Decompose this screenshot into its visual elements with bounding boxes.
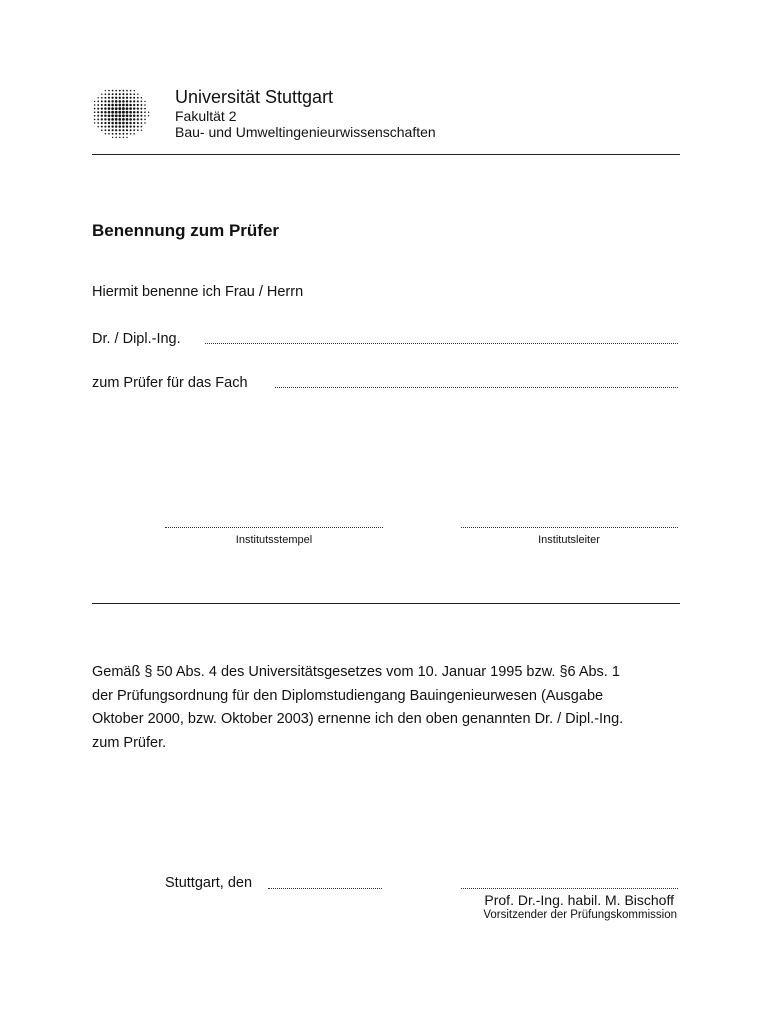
signer-name: Prof. Dr.-Ing. habil. M. Bischoff [484, 892, 674, 908]
signer-role: Vorsitzender der Prüfungskommission [483, 909, 677, 921]
document-title: Benennung zum Prüfer [92, 221, 280, 240]
legal-paragraph-line: Oktober 2000, bzw. Oktober 2003) ernenne ich den oben genannten Dr. / Dipl.-Ing. [92, 711, 624, 727]
place-date-label: Stuttgart, den [165, 875, 253, 891]
head-caption: Institutsleiter [538, 534, 600, 546]
subject-label: zum Prüfer für das Fach [92, 375, 248, 391]
name-label: Dr. / Dipl.-Ing. [92, 331, 181, 347]
university-name: Universität Stuttgart [175, 87, 334, 107]
header-divider [92, 154, 680, 155]
legal-paragraph-line: der Prüfungsordnung für den Diplomstudiengang Bauingenieurwesen (Ausgabe [92, 687, 604, 704]
subject-field-line[interactable] [275, 387, 678, 388]
faculty-name: Fakultät 2 [175, 108, 237, 124]
chair-signature-line[interactable] [461, 888, 678, 889]
stamp-signature-line[interactable] [165, 527, 383, 528]
legal-paragraph [92, 661, 692, 755]
nomination-intro: Hiermit benenne ich Frau / Herrn [92, 284, 304, 300]
university-logo [90, 86, 150, 140]
legal-paragraph-line: zum Prüfer. [92, 734, 167, 751]
head-signature-line[interactable] [461, 527, 678, 528]
date-field-line[interactable] [268, 888, 382, 889]
name-field-line[interactable] [205, 343, 678, 344]
legal-paragraph-line: Gemäß § 50 Abs. 4 des Universitätsgesetzes vom 10. Januar 1995 bzw. §6 Abs. 1 [92, 664, 620, 680]
stamp-caption: Institutsstempel [235, 534, 313, 546]
department-name: Bau- und Umweltingenieurwissenschaften [175, 124, 436, 140]
section-divider [92, 603, 680, 604]
